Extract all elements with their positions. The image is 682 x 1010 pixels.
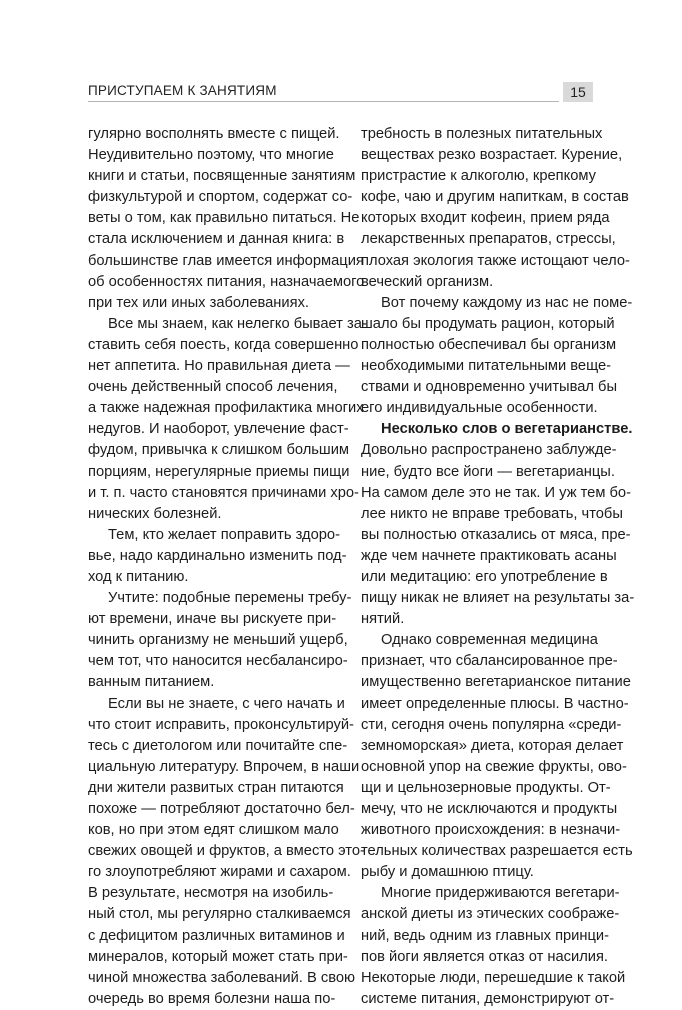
text-line: нет аппетита. Но правильная диета — — [88, 358, 350, 375]
text-line: пристрастие к алкоголю, крепкому — [361, 168, 596, 185]
text-line: Тем, кто желает поправить здоро- — [108, 526, 340, 543]
text-line: или медитацию: его употребление в — [361, 568, 608, 585]
text-line: которых входит кофеин, прием ряда — [361, 210, 610, 227]
text-line: ный стол, мы регулярно сталкиваемся — [88, 906, 351, 923]
text-line: фудом, привычка к слишком большим — [88, 442, 350, 459]
text-line: В результате, несмотря на изобиль- — [88, 885, 334, 902]
text-line: нических болезней. — [88, 505, 222, 522]
text-line: веществах резко возрастает. Курение, — [361, 147, 623, 164]
text-line: Однако современная медицина — [381, 632, 598, 649]
text-line: недугов. И наоборот, увлечение фаст- — [88, 421, 349, 438]
text-line: основной упор на свежие фрукты, ово- — [361, 758, 627, 775]
text-line: очередь во время болезни наша по- — [88, 990, 336, 1007]
text-line: большинстве глав имеется информация — [88, 252, 364, 269]
text-line: вье, надо кардинально изменить под- — [88, 547, 347, 564]
text-line: плохая экология также истощают чело- — [361, 252, 630, 269]
text-line: гулярно восполнять вместе с пищей. — [88, 126, 340, 142]
text-line: полностью обеспечивал бы организм — [361, 336, 617, 353]
page-number: 15 — [563, 82, 593, 102]
right-text-column — [361, 124, 635, 1010]
text-line: пищу никак не влияет на результаты за- — [361, 590, 635, 607]
left-text-column — [88, 124, 367, 1010]
text-line: Несколько слов о вегетарианстве. — [381, 421, 633, 438]
text-line: На самом деле это не так. И уж тем бо- — [361, 484, 631, 501]
text-line: минералов, который может стать при- — [88, 948, 348, 965]
text-line: веты о том, как правильно питаться. Не — [88, 210, 360, 227]
text-line: чинить организму не меньший ущерб, — [88, 632, 348, 649]
text-line: мечу, что не исключаются и продукты — [361, 801, 618, 817]
text-line: ют времени, иначе вы рискуете при- — [88, 611, 337, 628]
running-header — [88, 82, 593, 102]
text-line: щи и цельнозерновые продукты. От- — [361, 779, 611, 796]
text-line: что стоит исправить, проконсультируй- — [88, 716, 354, 733]
text-line: вы полностью отказались от мяса, пре- — [361, 526, 631, 543]
text-line: с дефицитом различных витаминов и — [88, 927, 345, 944]
text-line: пов йоги является отказ от насилия. — [361, 948, 609, 965]
text-line: ставить себя поесть, когда совершенно — [88, 336, 359, 353]
text-line: порциям, нерегулярные приемы пищи — [88, 463, 350, 480]
text-line: ствами и одновременно учитывал бы — [361, 379, 618, 396]
text-line: животного происхождения: в незначи- — [361, 822, 621, 839]
text-line: Многие придерживаются вегетари- — [381, 885, 620, 902]
text-line: Некоторые люди, перешедшие к такой — [361, 969, 626, 986]
text-line: ние, будто все йоги — вегетарианцы. — [361, 463, 615, 480]
text-line: Довольно распространено заблужде- — [361, 442, 617, 459]
text-line: системе питания, демонстрируют от- — [361, 990, 615, 1007]
text-line: свежих овощей и фруктов, а вместо это- — [88, 843, 365, 860]
text-line: книги и статьи, посвященные занятиям — [88, 168, 356, 185]
text-line: нятий. — [361, 611, 405, 628]
text-line: го злоупотребляют жирами и сахаром. — [88, 864, 351, 881]
text-line: анской диеты из этических соображе- — [361, 906, 620, 923]
text-line: похоже — потребляют достаточно бел- — [88, 801, 355, 817]
text-line: сти, сегодня очень популярна «среди- — [361, 716, 622, 733]
text-line: Вот почему каждому из нас не поме- — [381, 294, 633, 311]
text-line: земноморская» диета, которая делает — [361, 737, 624, 754]
text-line: лее никто не вправе требовать, чтобы — [361, 505, 623, 522]
text-line: ков, но при этом едят слишком мало — [88, 822, 339, 839]
text-line: чем тот, что наносится несбалансиро- — [88, 653, 348, 670]
text-line: и т. п. часто становятся причинами хро- — [88, 484, 359, 501]
text-line: Неудивительно поэтому, что многие — [88, 147, 334, 164]
text-line: Все мы знаем, как нелегко бывает за- — [108, 315, 367, 332]
text-line: требность в полезных питательных — [361, 126, 603, 142]
text-line: ний, ведь одним из главных принци- — [361, 927, 610, 944]
text-line: тельных количествах разрешается есть — [361, 843, 633, 860]
text-line: Если вы не знаете, с чего начать и — [108, 695, 345, 712]
text-line: чиной множества заболеваний. В свою — [88, 969, 356, 986]
text-line: имеет определенные плюсы. В частно- — [361, 695, 629, 712]
text-line: имущественно вегетарианское питание — [361, 674, 631, 691]
text-line: необходимыми питательными веще- — [361, 358, 612, 375]
text-line: Учтите: подобные перемены требу- — [108, 590, 352, 607]
text-line: очень действенный способ лечения, — [88, 379, 338, 396]
text-line: веческий организм. — [361, 273, 494, 290]
text-line: ход к питанию. — [88, 568, 189, 585]
text-line: стала исключением и данная книга: в — [88, 231, 345, 248]
text-line: признает, что сбалансированное пре- — [361, 653, 618, 670]
header-rule — [88, 101, 559, 102]
text-line: об особенностях питания, назначаемого — [88, 273, 365, 290]
text-line: шало бы продумать рацион, который — [361, 315, 615, 332]
text-line: дни жители развитых стран питаются — [88, 779, 344, 796]
text-line: а также надежная профилактика многих — [88, 400, 364, 417]
text-line: циальную литературу. Впрочем, в наши — [88, 758, 360, 775]
text-line: лекарственных препаратов, стрессы, — [361, 231, 616, 248]
text-line: физкультурой и спортом, содержат со- — [88, 189, 353, 206]
chapter-title: ПРИСТУПАЕМ К ЗАНЯТИЯМ — [88, 83, 277, 98]
text-line: жде чем начнете практиковать асаны — [361, 547, 617, 564]
text-line: при тех или иных заболеваниях. — [88, 294, 309, 311]
text-line: рыбу и домашнюю птицу. — [361, 864, 534, 881]
text-line: кофе, чаю и другим напиткам, в состав — [361, 189, 629, 206]
text-line: тесь с диетологом или почитайте спе- — [88, 737, 348, 754]
text-line: его индивидуальные особенности. — [361, 400, 598, 417]
text-line: ванным питанием. — [88, 674, 215, 691]
